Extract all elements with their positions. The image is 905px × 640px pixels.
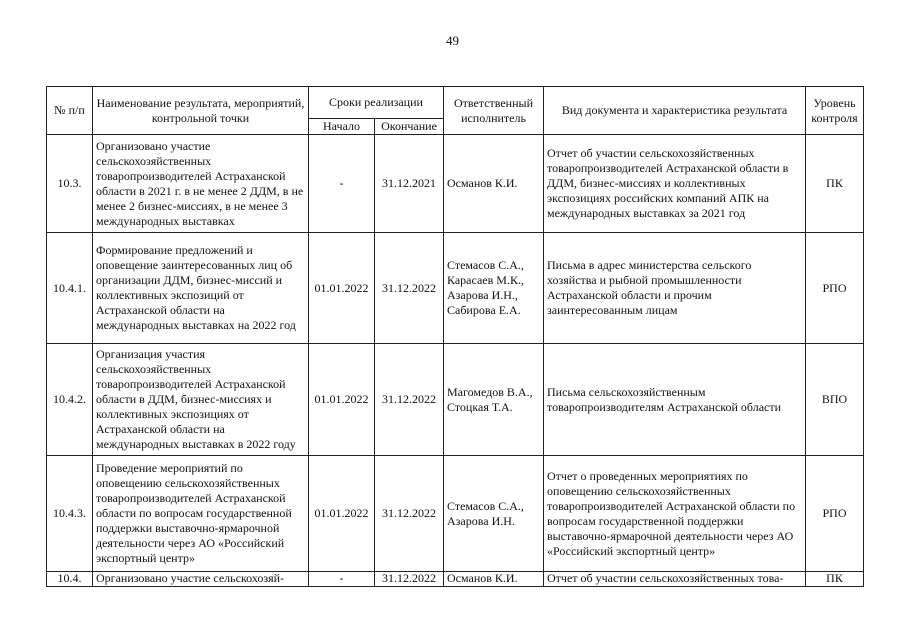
header-responsible: Ответственный исполнитель [444, 87, 544, 135]
header-start: Начало [309, 119, 375, 135]
row-start: - [309, 572, 375, 587]
row-num: 10.4.3. [47, 456, 93, 572]
row-doc: Отчет о проведенных мероприятиях по оповещению сельскохозяйственных товаропроизводителей Астраханской области по вопросам государственной поддержки выставочно-ярмарочной деятельности через АО «Российский экспортный центр» [544, 456, 806, 572]
row-num: 10.4.2. [47, 344, 93, 456]
row-name: Организовано участие сельскохозяйственных товаропроизводителей Астраханской области в 2021 г. в не менее 2 ДДМ, в не менее 2 бизнес-миссиях, в не менее 3 международных выставках [93, 135, 309, 233]
row-start: 01.01.2022 [309, 344, 375, 456]
row-end: 31.12.2022 [375, 456, 444, 572]
row-responsible: Османов К.И. [444, 135, 544, 233]
row-name: Проведение мероприятий по оповещению сельскохозяйственных товаропроизводителей Астраханской области по вопросам государственной поддержки выставочно-ярмарочной деятельности через АО «Российский экспортный центр» [93, 456, 309, 572]
row-doc: Отчет об участии сельскохозяйственных това- [544, 572, 806, 587]
page-number: 49 [446, 33, 459, 48]
row-doc: Письма сельскохозяйственным товаропроизводителям Астраханской области [544, 344, 806, 456]
table-header-row [47, 87, 864, 119]
table-row [47, 344, 864, 456]
row-name: Организовано участие сельскохозяй- [93, 572, 309, 587]
row-name: Формирование предложений и оповещение заинтересованных лиц об организации ДДМ, бизнес-миссий и коллективных экспозиций от Астраханской области на международных выставках на 2022 год [93, 233, 309, 344]
row-doc: Письма в адрес министерства сельского хозяйства и рыбной промышленности Астраханской области и прочим заинтересованным лицам [544, 233, 806, 344]
header-num: № п/п [47, 87, 93, 135]
row-end: 31.12.2022 [375, 572, 444, 587]
row-level: РПО [806, 233, 864, 344]
row-end: 31.12.2022 [375, 344, 444, 456]
row-level: ПК [806, 135, 864, 233]
row-name: Организация участия сельскохозяйственных товаропроизводителей Астраханской области в ДДМ, бизнес-миссиях и коллективных экспозициях от Астраханской области на международных выставках в 2022 году [93, 344, 309, 456]
header-doc: Вид документа и характеристика результата [544, 87, 806, 135]
row-level: ПК [806, 572, 864, 587]
row-start: 01.01.2022 [309, 233, 375, 344]
plan-table [46, 86, 864, 587]
row-responsible: Османов К.И. [444, 572, 544, 587]
row-num: 10.4. [47, 572, 93, 587]
row-end: 31.12.2022 [375, 233, 444, 344]
row-doc: Отчет об участии сельскохозяйственных товаропроизводителей Астраханской области в ДДМ, бизнес-миссиях и коллективных экспозициях российских компаний АПК на международных выставках за 2021 год [544, 135, 806, 233]
row-responsible: Магомедов В.А., Стоцкая Т.А. [444, 344, 544, 456]
table-row [47, 233, 864, 344]
row-num: 10.4.1. [47, 233, 93, 344]
row-level: РПО [806, 456, 864, 572]
row-end: 31.12.2021 [375, 135, 444, 233]
header-end: Окончание [375, 119, 444, 135]
row-start: 01.01.2022 [309, 456, 375, 572]
table-row [47, 135, 864, 233]
table-row [47, 572, 864, 587]
row-responsible: Стемасов С.А., Карасаев М.К., Азарова И.Н., Сабирова Е.А. [444, 233, 544, 344]
table-row [47, 456, 864, 572]
row-start: - [309, 135, 375, 233]
header-terms: Сроки реализации [309, 87, 444, 119]
row-num: 10.3. [47, 135, 93, 233]
header-name: Наименование результата, мероприятий, контрольной точки [93, 87, 309, 135]
header-level: Уровень контроля [806, 87, 864, 135]
row-level: ВПО [806, 344, 864, 456]
row-responsible: Стемасов С.А., Азарова И.Н. [444, 456, 544, 572]
